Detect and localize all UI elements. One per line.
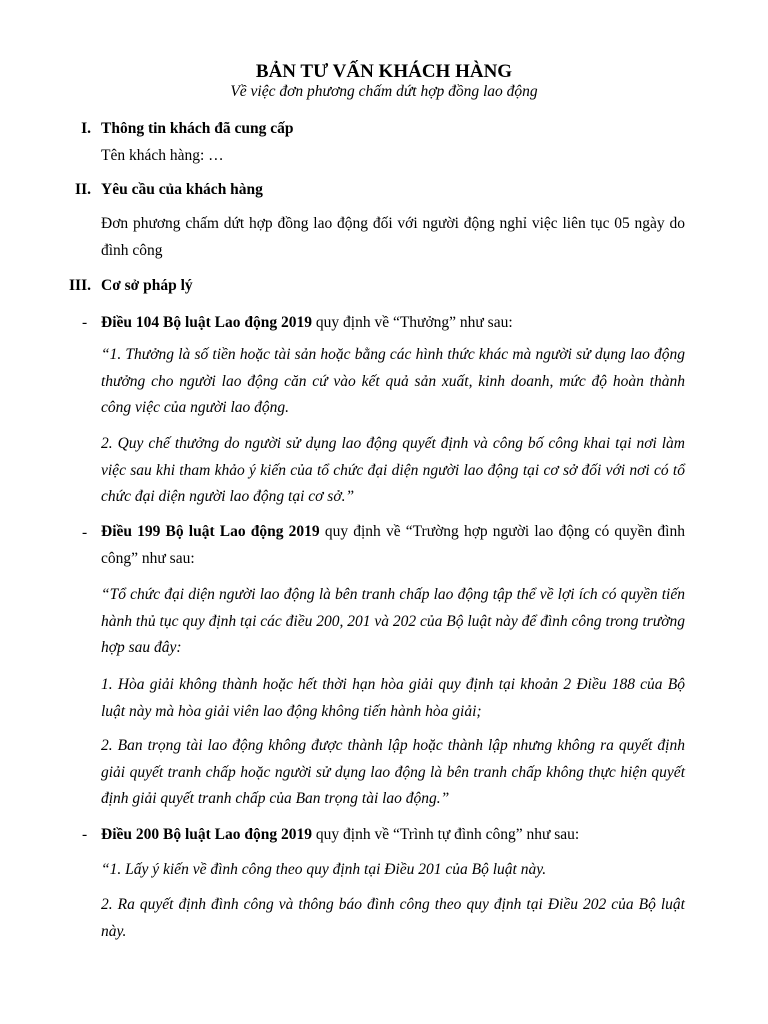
- legal-item-3-lead: [101, 822, 685, 849]
- section-1-body: Tên khách hàng: …: [101, 147, 224, 164]
- section-1-heading: Thông tin khách đã cung cấp: [101, 120, 294, 137]
- legal-item-3-article: Điều 200 Bộ luật Lao động 2019: [101, 826, 313, 843]
- legal-item-2-lead: [101, 519, 685, 572]
- legal-item-1-article: Điều 104 Bộ luật Lao động 2019: [101, 314, 313, 331]
- section-1-numeral: I.: [81, 120, 91, 137]
- legal-item-2-intro: quy định về “Trường hợp người lao động có quyền đình công” như sau:: [101, 523, 685, 567]
- legal-item-2-bullet: -: [82, 524, 88, 541]
- legal-item-2-quote-2: 1. Hòa giải không thành hoặc hết thời hạn hòa giải quy định tại khoản 2 Điều 188 của Bộ luật này mà hòa giải viên lao động không tiến hành hòa giải;: [101, 676, 685, 720]
- legal-item-3-bullet: -: [82, 826, 88, 843]
- legal-item-1-quote-2: 2. Quy chế thưởng do người sử dụng lao động quyết định và công bố công khai tại nơi làm việc sau khi tham khảo ý kiến của tổ chức đại diện người lao động tại cơ sở đối với nơi có tổ chức đại diện người lao động tại cơ sở.”: [101, 435, 685, 505]
- legal-item-2-article: Điều 199 Bộ luật Lao động 2019: [101, 523, 320, 540]
- legal-item-2-quote-3: 2. Ban trọng tài lao động không được thành lập hoặc thành lập nhưng không ra quyết định giải quyết tranh chấp hoặc người sử dụng lao động là bên tranh chấp không thực hiện quyết định giải quyết tranh chấp của Ban trọng tài lao động.”: [101, 737, 685, 807]
- legal-item-3-intro: quy định về “Trình tự đình công” như sau:: [312, 826, 580, 843]
- legal-item-1-intro: quy định về “Thưởng” như sau:: [312, 314, 513, 331]
- document-subtitle: Về việc đơn phương chấm dứt hợp đồng lao động: [230, 83, 538, 100]
- legal-item-3-quote-1: “1. Lấy ý kiến về đình công theo quy định tại Điều 201 của Bộ luật này.: [101, 861, 547, 878]
- legal-item-1-lead: [101, 310, 685, 337]
- section-3-heading: Cơ sở pháp lý: [101, 277, 193, 294]
- legal-item-1-quote-1: “1. Thưởng là số tiền hoặc tài sản hoặc bằng các hình thức khác mà người sử dụng lao động thưởng cho người lao động căn cứ vào kết quả sản xuất, kinh doanh, mức độ hoàn thành công việc của người lao động.: [101, 346, 685, 416]
- section-2-heading: Yêu cầu của khách hàng: [101, 181, 263, 198]
- section-2-numeral: II.: [75, 181, 91, 198]
- section-2-body: Đơn phương chấm dứt hợp đồng lao động đối với người động nghỉ việc liên tục 05 ngày do đình công: [101, 215, 685, 259]
- legal-item-3-quote-2: 2. Ra quyết định đình công và thông báo đình công theo quy định tại Điều 202 của Bộ luật này.: [101, 896, 685, 940]
- legal-item-1-bullet: -: [82, 314, 88, 331]
- legal-item-2-quote-1: “Tổ chức đại diện người lao động là bên tranh chấp lao động tập thể về lợi ích có quyền tiến hành thủ tục quy định tại các điều 200, 201 và 202 của Bộ luật này để đình công trong trường hợp sau đây:: [101, 586, 685, 656]
- section-3-numeral: III.: [69, 277, 91, 294]
- document-title: BẢN TƯ VẤN KHÁCH HÀNG: [255, 61, 513, 82]
